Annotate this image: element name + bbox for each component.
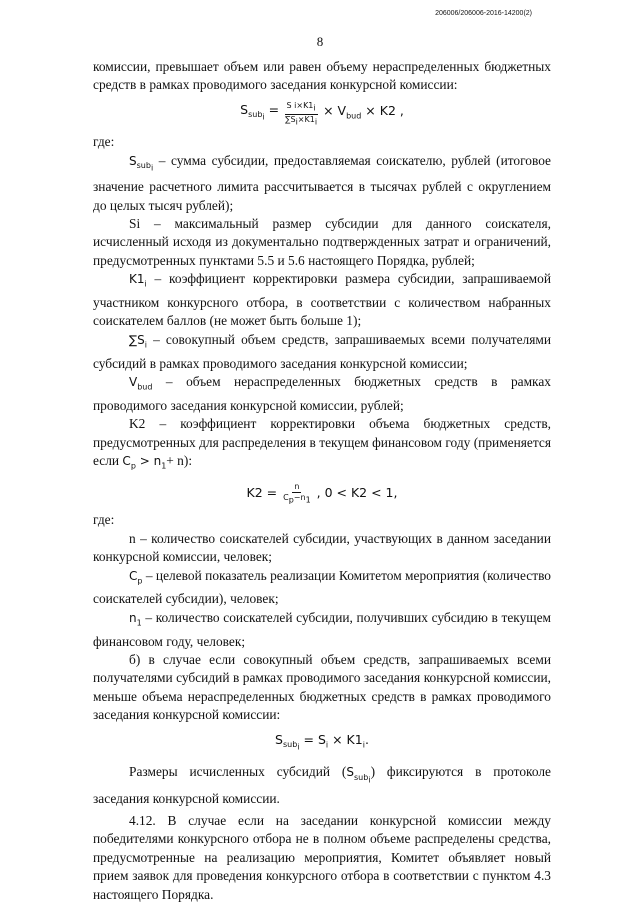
where-label-2: где: [93,512,115,528]
def-si: Si – максимальный размер субсидии для данного соискателя, исчисленный исходя из документально подтвержденных затрат и ограничений, предусмотренных пунктами 5.5 и 5.6 настоящего Порядка, рублей; [93,215,551,268]
def-k1: $K1_i$ – коэффициент корректировки размера субсидии, запрашиваемой участником конкурсного отбора, в соответствии с количеством набранных соискателем баллов (не может быть больше 1); [93,271,551,329]
page-number: 8 [316,34,324,49]
intro-paragraph: комиссии, превышает объем или равен объему нераспределенных бюджетных средств в рамках проводимого заседания конкурсной комиссии: [93,59,551,93]
formula-k2: K2 = $\frac{n}{C_p-n_1}$ , 0 < K2 < 1, [246,481,398,505]
formula-subsidy: $S_{sub_i}$ = $\frac{S i\times K1_i}{\sum S_i\times K1_i}$ × $V_{bud} \times K2$ , [240,100,404,127]
page-body [93,58,551,904]
paragraph-sizes: Размеры исчисленных субсидий $(S_{sub_i})$ фиксируются в протоколе заседания конкурсной комиссии. [93,764,551,806]
paragraph-b: б) в случае если совокупный объем средств, запрашиваемых всеми получателями субсидий в рамках проводимого заседания конкурсной комиссии, меньше объема нераспределенных бюджетных средств в рамках проводимого заседания конкурсной комиссии: [93,651,551,723]
def-vbud: $V_{bud}$ – объем нераспределенных бюджетных средств в рамках проводимого заседания конкурсной комиссии, рублей; [93,373,551,413]
paragraph-4-12: 4.12. В случае если на заседании конкурсной комиссии между победителями конкурсного отбора не в полном объеме распределены средства, предусмотренные на реализацию мероприятия, Комитет объявляет новый прием заявок для проведения конкурсного отбора в соответствии с пунктом 4.3 настоящего Порядка. [93,812,551,902]
def-n1: $n_1$ – количество соискателей субсидии, получивших субсидию в текущем финансовом году, человек; [93,609,551,649]
def-n: n – количество соискателей субсидии, участвующих в данном заседании конкурсной комиссии, человек; [93,530,551,565]
def-cp: $C_p$ – целевой показатель реализации Комитетом мероприятия (количество соискателей субсидии), человек; [93,567,551,607]
def-k2: K2 – коэффициент корректировки объема бюджетных средств, предусмотренных для распределения в текущем финансовом году (применяется если $C_p > n_1+ n$): [93,416,551,471]
where-label: где: [93,134,115,150]
formula-subsidy-b: $S_{sub_i} = S_i \times K1_i$. [275,731,369,752]
def-ssub: $S_{sub_i}$ – сумма субсидии, предоставляемая соискателю, рублей (итоговое значение расчетного лимита рассчитывается в тысячах рублей с округлением до целых тысяч рублей); [93,152,551,213]
document-id: 206006/206006-2016-14200(2) [435,10,532,17]
def-sum: $\sum S_i$ – совокупный объем средств, запрашиваемых всеми получателями субсидий в рамках проводимого заседания конкурсной комиссии; [93,331,551,371]
